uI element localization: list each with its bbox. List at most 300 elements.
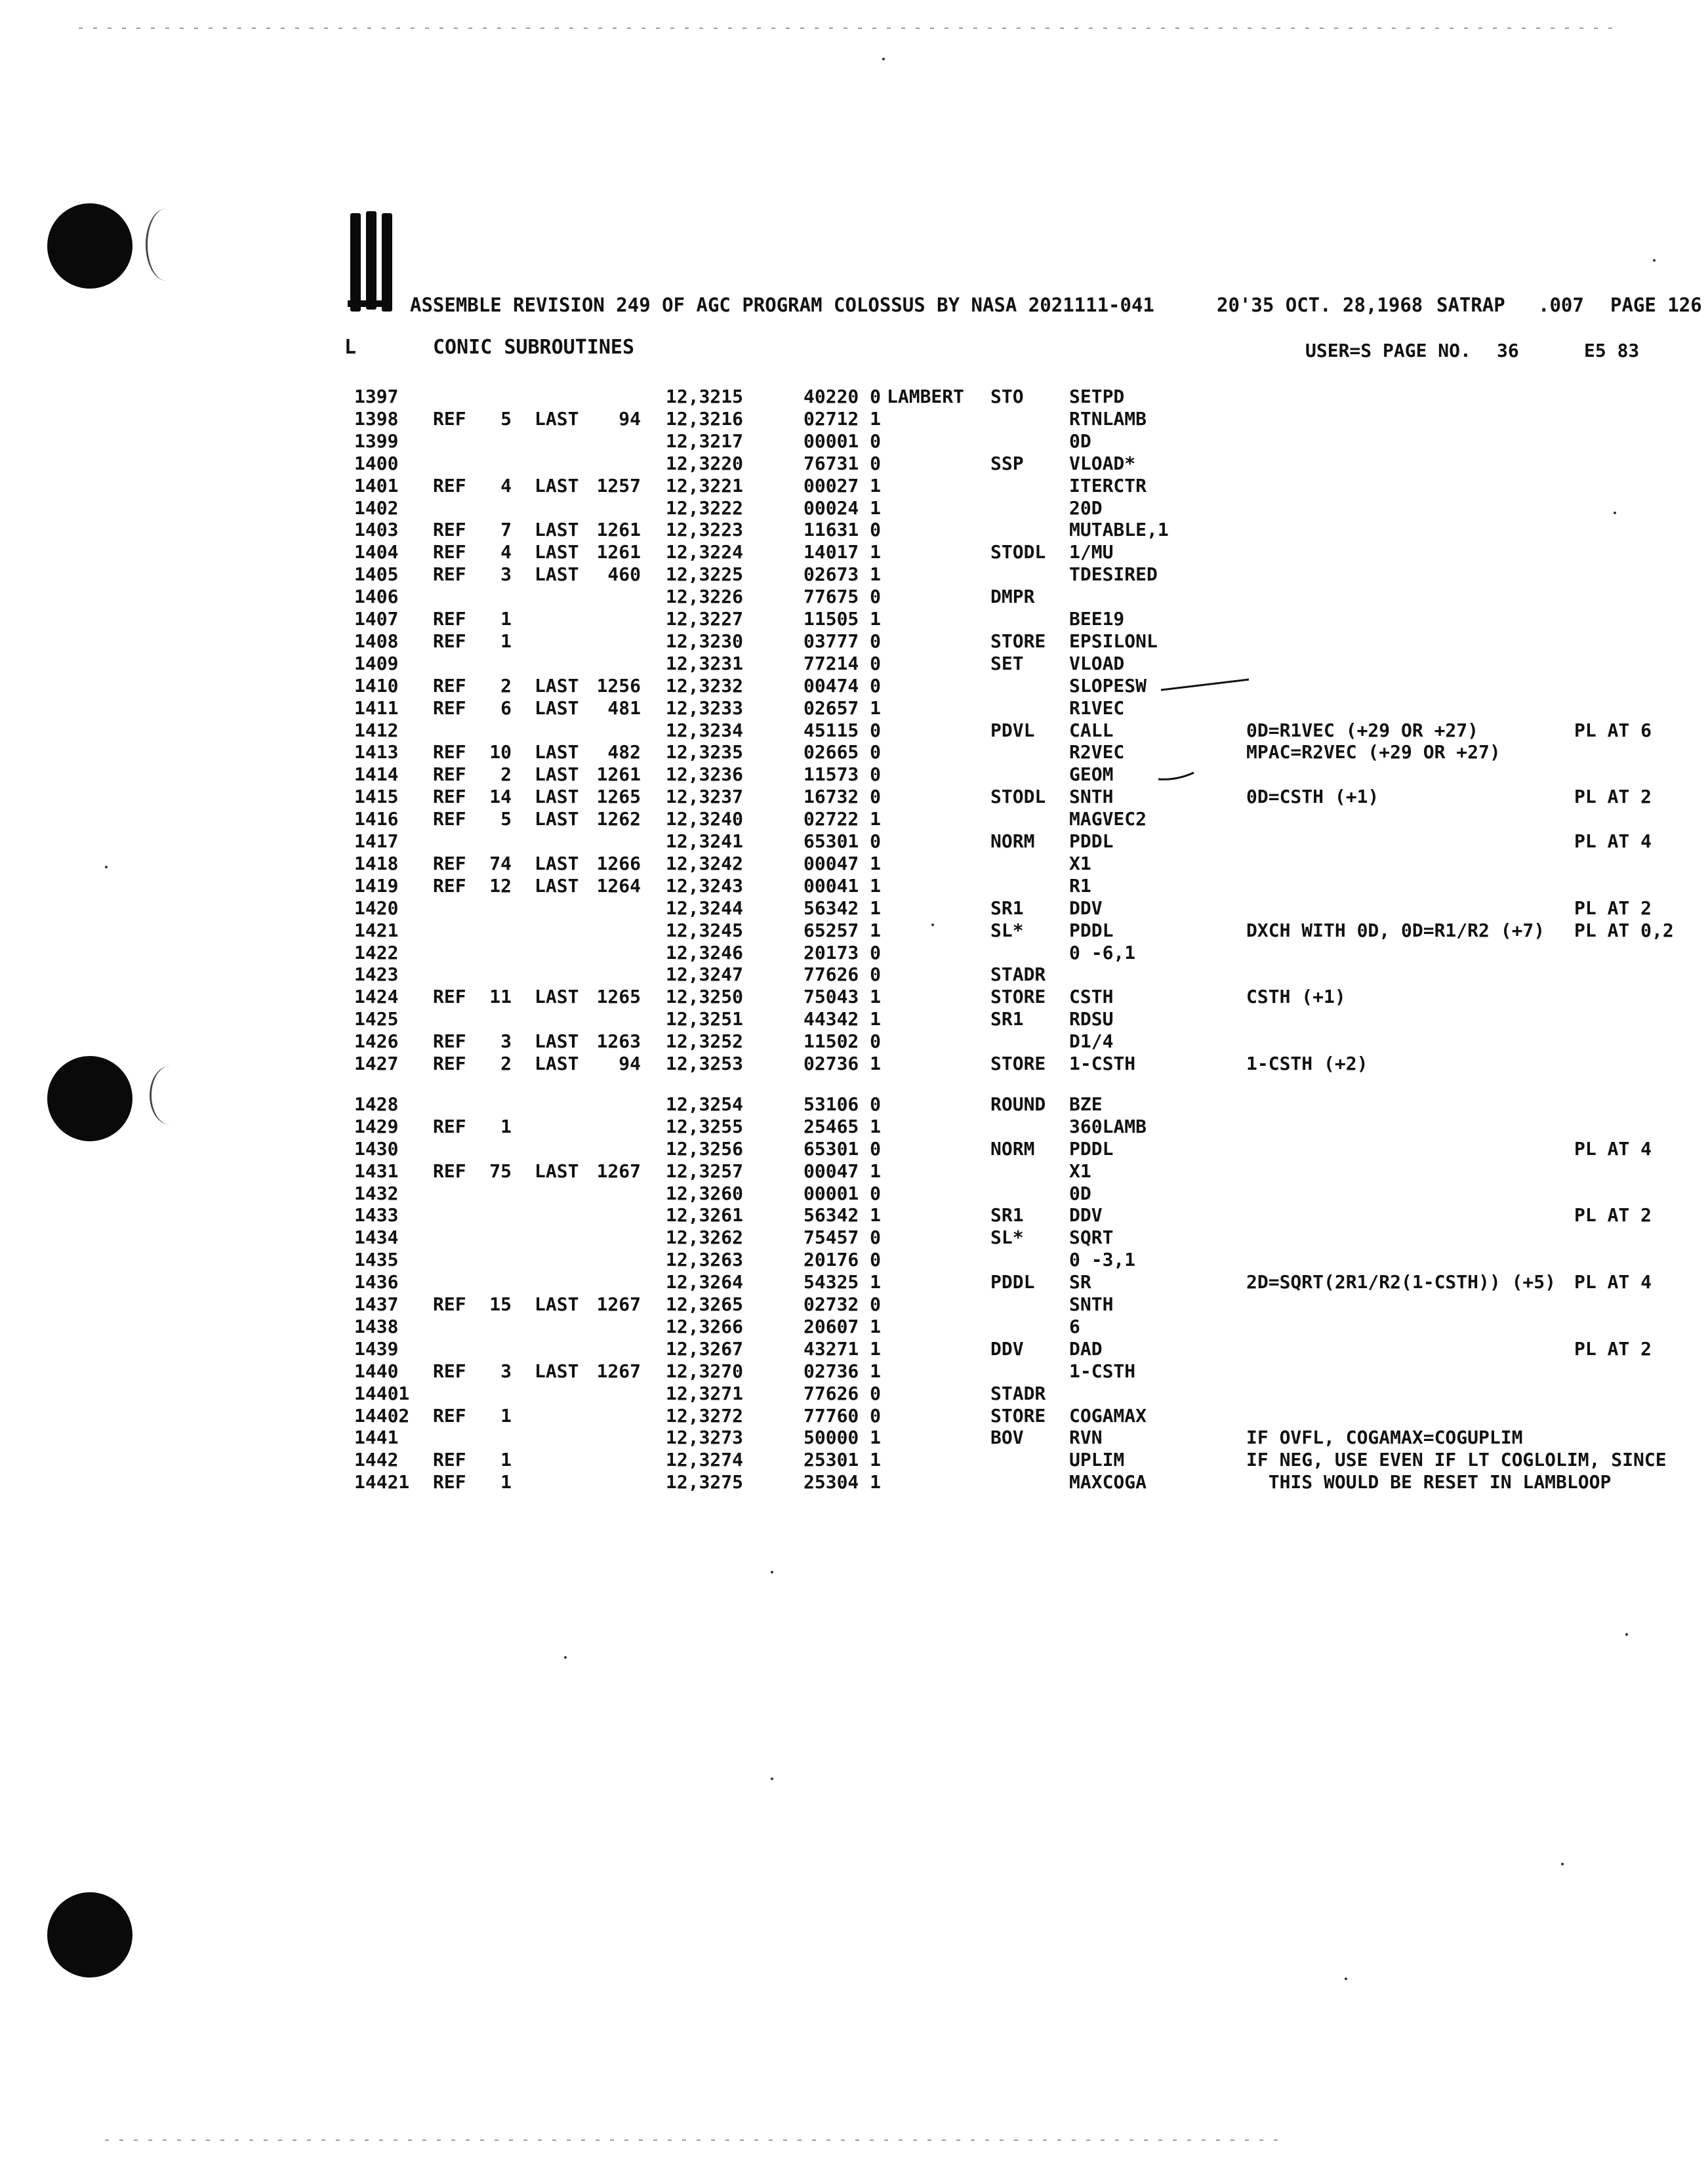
last-keyword: LAST	[535, 563, 579, 586]
ref-flag: REF	[433, 608, 466, 630]
opcode: SL*	[990, 919, 1024, 941]
line-number: 1406	[354, 586, 399, 608]
line-number: 1398	[354, 407, 399, 430]
object-code: 45115 0	[803, 719, 882, 741]
object-code: 77214 0	[803, 652, 882, 674]
ref-count: 2	[500, 1053, 512, 1074]
last-ref: 1257	[596, 474, 641, 497]
object-code: 02712 1	[803, 407, 882, 430]
punch-hole-middle	[47, 1056, 132, 1141]
line-number: 1409	[354, 652, 399, 674]
opcode: PDVL	[990, 719, 1035, 741]
object-code: 00001 0	[803, 1182, 882, 1204]
object-code: 00047 1	[803, 1160, 882, 1182]
address: 12,3270	[666, 1360, 744, 1382]
comment: CSTH (+1)	[1246, 986, 1346, 1008]
address: 12,3227	[666, 608, 744, 630]
object-code: 11505 1	[803, 608, 882, 630]
ref-flag: REF	[433, 1115, 466, 1137]
last-keyword: LAST	[535, 674, 579, 697]
last-keyword: LAST	[535, 986, 579, 1008]
pushdown-note: PL AT 2	[1574, 1204, 1652, 1227]
operand: SNTH	[1069, 786, 1114, 808]
pushdown-note: PL AT 2	[1574, 897, 1652, 919]
object-code: 00047 1	[803, 852, 882, 874]
object-code: 02657 1	[803, 697, 882, 719]
object-code: 75043 1	[803, 986, 882, 1008]
opcode: SR1	[990, 897, 1024, 919]
binder-clip-mark	[366, 211, 376, 310]
address: 12,3264	[666, 1271, 744, 1293]
last-ref: 1266	[596, 852, 641, 874]
line-number: 1427	[354, 1053, 399, 1074]
ref-flag: REF	[433, 763, 466, 786]
ref-count: 4	[500, 541, 512, 563]
ref-count: 11	[489, 986, 512, 1008]
object-code: 20607 1	[803, 1315, 882, 1337]
address: 12,3217	[666, 430, 744, 452]
object-code: 02736 1	[803, 1053, 882, 1074]
opcode: BOV	[990, 1427, 1024, 1449]
line-number: 14401	[354, 1382, 410, 1404]
operand: 0 -6,1	[1069, 941, 1136, 964]
last-ref: 482	[607, 741, 641, 763]
last-keyword: LAST	[535, 1160, 579, 1182]
ref-flag: REF	[433, 407, 466, 430]
opcode: STORE	[990, 1053, 1046, 1074]
address: 12,3245	[666, 919, 744, 941]
object-code: 14017 1	[803, 541, 882, 563]
pushdown-note: PL AT 0,2	[1574, 919, 1674, 941]
line-number: 1438	[354, 1315, 399, 1337]
address: 12,3241	[666, 830, 744, 852]
ref-count: 1	[500, 630, 512, 652]
address: 12,3221	[666, 474, 744, 497]
ref-count: 3	[500, 1030, 512, 1053]
line-number: 1434	[354, 1227, 399, 1249]
last-ref: 1265	[596, 986, 641, 1008]
comment: 0D=R1VEC (+29 OR +27)	[1246, 719, 1479, 741]
last-keyword: LAST	[535, 786, 579, 808]
line-number: 1415	[354, 786, 399, 808]
print-author: SATRAP	[1436, 294, 1505, 316]
address: 12,3215	[666, 386, 744, 407]
address: 12,3226	[666, 586, 744, 608]
ref-count: 75	[489, 1160, 512, 1182]
scan-speck	[564, 1656, 567, 1659]
last-ref: 1267	[596, 1293, 641, 1315]
ref-flag: REF	[433, 986, 466, 1008]
print-page: PAGE 126	[1610, 294, 1702, 316]
ref-flag: REF	[433, 1293, 466, 1315]
last-ref: 460	[607, 563, 641, 586]
operand: COGAMAX	[1069, 1404, 1147, 1427]
opcode: DDV	[990, 1337, 1024, 1360]
address: 12,3231	[666, 652, 744, 674]
comment: THIS WOULD BE RESET IN LAMBLOOP	[1246, 1471, 1612, 1493]
punch-hole-top	[47, 203, 132, 289]
print-version: .007	[1538, 294, 1584, 316]
last-ref: 1261	[596, 763, 641, 786]
line-number: 14421	[354, 1471, 410, 1493]
line-number: 1413	[354, 741, 399, 763]
object-code: 65301 0	[803, 830, 882, 852]
operand: CSTH	[1069, 986, 1114, 1008]
operand: SQRT	[1069, 1227, 1114, 1249]
section-title: CONIC SUBROUTINES	[433, 336, 635, 359]
line-number: 1431	[354, 1160, 399, 1182]
address: 12,3224	[666, 541, 744, 563]
object-code: 50000 1	[803, 1427, 882, 1449]
line-number: 1397	[354, 386, 399, 407]
address: 12,3271	[666, 1382, 744, 1404]
line-number: 1416	[354, 808, 399, 830]
ref-count: 2	[500, 674, 512, 697]
ref-count: 2	[500, 763, 512, 786]
operand: EPSILONL	[1069, 630, 1158, 652]
pen-underline-slopesw	[1160, 676, 1251, 695]
operand: MAXCOGA	[1069, 1471, 1147, 1493]
opcode: STORE	[990, 986, 1046, 1008]
scan-speck	[771, 1777, 773, 1780]
object-code: 02673 1	[803, 563, 882, 586]
pushdown-note: PL AT 2	[1574, 1337, 1652, 1360]
object-code: 77626 0	[803, 1382, 882, 1404]
opcode: ROUND	[990, 1093, 1046, 1115]
comment: 0D=CSTH (+1)	[1246, 786, 1379, 808]
line-number: 1405	[354, 563, 399, 586]
last-keyword: LAST	[535, 852, 579, 874]
last-ref: 1261	[596, 519, 641, 541]
opcode: SL*	[990, 1227, 1024, 1249]
address: 12,3260	[666, 1182, 744, 1204]
opcode: STORE	[990, 630, 1046, 652]
line-number: 1407	[354, 608, 399, 630]
address: 12,3225	[666, 563, 744, 586]
address: 12,3243	[666, 874, 744, 897]
address: 12,3246	[666, 941, 744, 964]
object-code: 56342 1	[803, 1204, 882, 1227]
operand: 20D	[1069, 497, 1103, 519]
object-code: 40220 0	[803, 386, 882, 407]
binder-clip-foot	[348, 300, 387, 307]
line-number: 1400	[354, 452, 399, 474]
line-number: 1423	[354, 964, 399, 986]
ref-flag: REF	[433, 874, 466, 897]
object-code: 75457 0	[803, 1227, 882, 1249]
ref-flag: REF	[433, 474, 466, 497]
ref-count: 10	[489, 741, 512, 763]
operand: ITERCTR	[1069, 474, 1147, 497]
last-keyword: LAST	[535, 474, 579, 497]
line-number: 1414	[354, 763, 399, 786]
address: 12,3257	[666, 1160, 744, 1182]
object-code: 11502 0	[803, 1030, 882, 1053]
operand: SETPD	[1069, 386, 1125, 407]
ref-flag: REF	[433, 541, 466, 563]
last-ref: 481	[607, 697, 641, 719]
address: 12,3240	[666, 808, 744, 830]
last-keyword: LAST	[535, 519, 579, 541]
line-number: 1404	[354, 541, 399, 563]
opcode: STADR	[990, 1382, 1046, 1404]
ref-flag: REF	[433, 786, 466, 808]
object-code: 00001 0	[803, 430, 882, 452]
address: 12,3223	[666, 519, 744, 541]
line-number: 1432	[354, 1182, 399, 1204]
operand: RVN	[1069, 1427, 1103, 1449]
ref-count: 14	[489, 786, 512, 808]
address: 12,3273	[666, 1427, 744, 1449]
line-number: 1410	[354, 674, 399, 697]
object-code: 25465 1	[803, 1115, 882, 1137]
last-ref: 1263	[596, 1030, 641, 1053]
address: 12,3222	[666, 497, 744, 519]
object-code: 54325 1	[803, 1271, 882, 1293]
object-code: 03777 0	[803, 630, 882, 652]
line-number: 1422	[354, 941, 399, 964]
ref-count: 1	[500, 1471, 512, 1493]
last-keyword: LAST	[535, 808, 579, 830]
operand: CALL	[1069, 719, 1114, 741]
line-number: 1426	[354, 1030, 399, 1053]
object-code: 56342 1	[803, 897, 882, 919]
pushdown-note: PL AT 2	[1574, 786, 1652, 808]
operand: GEOM	[1069, 763, 1114, 786]
opcode: NORM	[990, 830, 1035, 852]
ref-count: 7	[500, 519, 512, 541]
object-code: 00027 1	[803, 474, 882, 497]
punch-hole-ring-top	[146, 209, 187, 281]
last-ref: 1267	[596, 1360, 641, 1382]
ref-count: 5	[500, 808, 512, 830]
last-ref: 1265	[596, 786, 641, 808]
address: 12,3250	[666, 986, 744, 1008]
line-number: 1425	[354, 1008, 399, 1030]
last-keyword: LAST	[535, 541, 579, 563]
comment: MPAC=R2VEC (+29 OR +27)	[1246, 741, 1501, 763]
ref-count: 4	[500, 474, 512, 497]
operand: R1VEC	[1069, 697, 1125, 719]
pushdown-note: PL AT 4	[1574, 830, 1652, 852]
object-code: 25304 1	[803, 1471, 882, 1493]
line-number: 1440	[354, 1360, 399, 1382]
line-number: 1411	[354, 697, 399, 719]
operand: PDDL	[1069, 1137, 1114, 1160]
pushdown-note: PL AT 4	[1574, 1137, 1652, 1160]
address: 12,3244	[666, 897, 744, 919]
scan-speck	[105, 866, 108, 868]
operand: MUTABLE,1	[1069, 519, 1169, 541]
operand: PDDL	[1069, 830, 1114, 852]
ref-flag: REF	[433, 852, 466, 874]
line-number: 1430	[354, 1137, 399, 1160]
operand: VLOAD	[1069, 652, 1125, 674]
ref-count: 74	[489, 852, 512, 874]
object-code: 77675 0	[803, 586, 882, 608]
operand: UPLIM	[1069, 1449, 1125, 1471]
address: 12,3242	[666, 852, 744, 874]
ref-count: 1	[500, 1115, 512, 1137]
object-code: 20176 0	[803, 1249, 882, 1271]
address: 12,3220	[666, 452, 744, 474]
operand: R2VEC	[1069, 741, 1125, 763]
operand: D1/4	[1069, 1030, 1114, 1053]
ref-count: 3	[500, 563, 512, 586]
line-number: 1399	[354, 430, 399, 452]
ref-flag: REF	[433, 1053, 466, 1074]
operand: 6	[1069, 1315, 1080, 1337]
last-keyword: LAST	[535, 741, 579, 763]
ref-flag: REF	[433, 1471, 466, 1493]
ref-count: 6	[500, 697, 512, 719]
address: 12,3272	[666, 1404, 744, 1427]
user-page-number: 36	[1497, 340, 1519, 361]
line-number: 1412	[354, 719, 399, 741]
ref-count: 1	[500, 608, 512, 630]
line-number: 1437	[354, 1293, 399, 1315]
line-number: 1421	[354, 919, 399, 941]
last-keyword: LAST	[535, 1030, 579, 1053]
object-code: 20173 0	[803, 941, 882, 964]
operand: RDSU	[1069, 1008, 1114, 1030]
scan-speck	[771, 1571, 773, 1573]
last-ref: 1256	[596, 674, 641, 697]
ref-flag: REF	[433, 1360, 466, 1382]
address: 12,3253	[666, 1053, 744, 1074]
binder-clip-mark	[382, 213, 392, 312]
ref-count: 15	[489, 1293, 512, 1315]
comment: 1-CSTH (+2)	[1246, 1053, 1368, 1074]
address: 12,3237	[666, 786, 744, 808]
ref-count: 5	[500, 407, 512, 430]
object-code: 77760 0	[803, 1404, 882, 1427]
last-keyword: LAST	[535, 697, 579, 719]
address: 12,3263	[666, 1249, 744, 1271]
operand: DAD	[1069, 1337, 1103, 1360]
operand: RTNLAMB	[1069, 407, 1147, 430]
last-ref: 1261	[596, 541, 641, 563]
scan-speck	[1614, 512, 1616, 514]
line-number: 1402	[354, 497, 399, 519]
ref-flag: REF	[433, 563, 466, 586]
object-code: 44342 1	[803, 1008, 882, 1030]
last-keyword: LAST	[535, 1360, 579, 1382]
binder-clip-mark	[350, 213, 361, 312]
address: 12,3261	[666, 1204, 744, 1227]
line-number: 1428	[354, 1093, 399, 1115]
scan-speck	[882, 58, 885, 60]
opcode: STADR	[990, 964, 1046, 986]
ref-flag: REF	[433, 741, 466, 763]
opcode: NORM	[990, 1137, 1035, 1160]
punch-hole-bottom	[47, 1892, 132, 1978]
object-code: 00041 1	[803, 874, 882, 897]
ref-count: 3	[500, 1360, 512, 1382]
operand: 1-CSTH	[1069, 1360, 1136, 1382]
ref-count: 1	[500, 1404, 512, 1427]
scan-speck	[1561, 1863, 1564, 1865]
user-page-label: USER=S PAGE NO.	[1305, 340, 1471, 361]
operand: X1	[1069, 1160, 1091, 1182]
object-code: 53106 0	[803, 1093, 882, 1115]
operand: TDESIRED	[1069, 563, 1158, 586]
opcode: STODL	[990, 786, 1046, 808]
pushdown-note: PL AT 4	[1574, 1271, 1652, 1293]
opcode: SR1	[990, 1008, 1024, 1030]
address: 12,3230	[666, 630, 744, 652]
symbol-label: LAMBERT	[887, 386, 965, 407]
operand: 0 -3,1	[1069, 1249, 1136, 1271]
ref-count: 1	[500, 1449, 512, 1471]
line-number: 1436	[354, 1271, 399, 1293]
object-code: 11631 0	[803, 519, 882, 541]
ref-flag: REF	[433, 519, 466, 541]
last-keyword: LAST	[535, 407, 579, 430]
last-keyword: LAST	[535, 874, 579, 897]
ref-flag: REF	[433, 1160, 466, 1182]
line-number: 1403	[354, 519, 399, 541]
scan-speck	[1625, 1633, 1628, 1636]
line-number: 1442	[354, 1449, 399, 1471]
pushdown-note: PL AT 6	[1574, 719, 1652, 741]
ref-count: 12	[489, 874, 512, 897]
last-keyword: LAST	[535, 1053, 579, 1074]
object-code: 02722 1	[803, 808, 882, 830]
operand: DDV	[1069, 897, 1103, 919]
last-ref: 94	[619, 1053, 641, 1074]
object-code: 00024 1	[803, 497, 882, 519]
line-number: 1417	[354, 830, 399, 852]
object-code: 02665 0	[803, 741, 882, 763]
address: 12,3266	[666, 1315, 744, 1337]
address: 12,3252	[666, 1030, 744, 1053]
last-ref: 94	[619, 407, 641, 430]
last-ref: 1267	[596, 1160, 641, 1182]
reference-code: E5 83	[1584, 340, 1640, 361]
line-number: 1408	[354, 630, 399, 652]
line-number: 1441	[354, 1427, 399, 1449]
operand: MAGVEC2	[1069, 808, 1147, 830]
scan-speck	[1345, 1978, 1347, 1980]
operand: PDDL	[1069, 919, 1114, 941]
comment: DXCH WITH 0D, 0D=R1/R2 (+7)	[1246, 919, 1545, 941]
operand: X1	[1069, 852, 1091, 874]
comment: 2D=SQRT(2R1/R2(1-CSTH)) (+5)	[1246, 1271, 1556, 1293]
object-code: 02736 1	[803, 1360, 882, 1382]
operand: 360LAMB	[1069, 1115, 1147, 1137]
address: 12,3216	[666, 407, 744, 430]
ref-flag: REF	[433, 674, 466, 697]
ref-flag: REF	[433, 1449, 466, 1471]
address: 12,3236	[666, 763, 744, 786]
address: 12,3256	[666, 1137, 744, 1160]
scan-edge-top	[79, 28, 1620, 29]
object-code: 76731 0	[803, 452, 882, 474]
ref-flag: REF	[433, 630, 466, 652]
operand: SNTH	[1069, 1293, 1114, 1315]
ref-flag: REF	[433, 697, 466, 719]
opcode: STORE	[990, 1404, 1046, 1427]
print-datetime: 20'35 OCT. 28,1968	[1217, 294, 1423, 316]
opcode: SR1	[990, 1204, 1024, 1227]
line-number: 1424	[354, 986, 399, 1008]
line-number: 1435	[354, 1249, 399, 1271]
ref-flag: REF	[433, 1404, 466, 1427]
comment: IF OVFL, COGAMAX=COGUPLIM	[1246, 1427, 1523, 1449]
operand: 1-CSTH	[1069, 1053, 1136, 1074]
line-number: 14402	[354, 1404, 410, 1427]
